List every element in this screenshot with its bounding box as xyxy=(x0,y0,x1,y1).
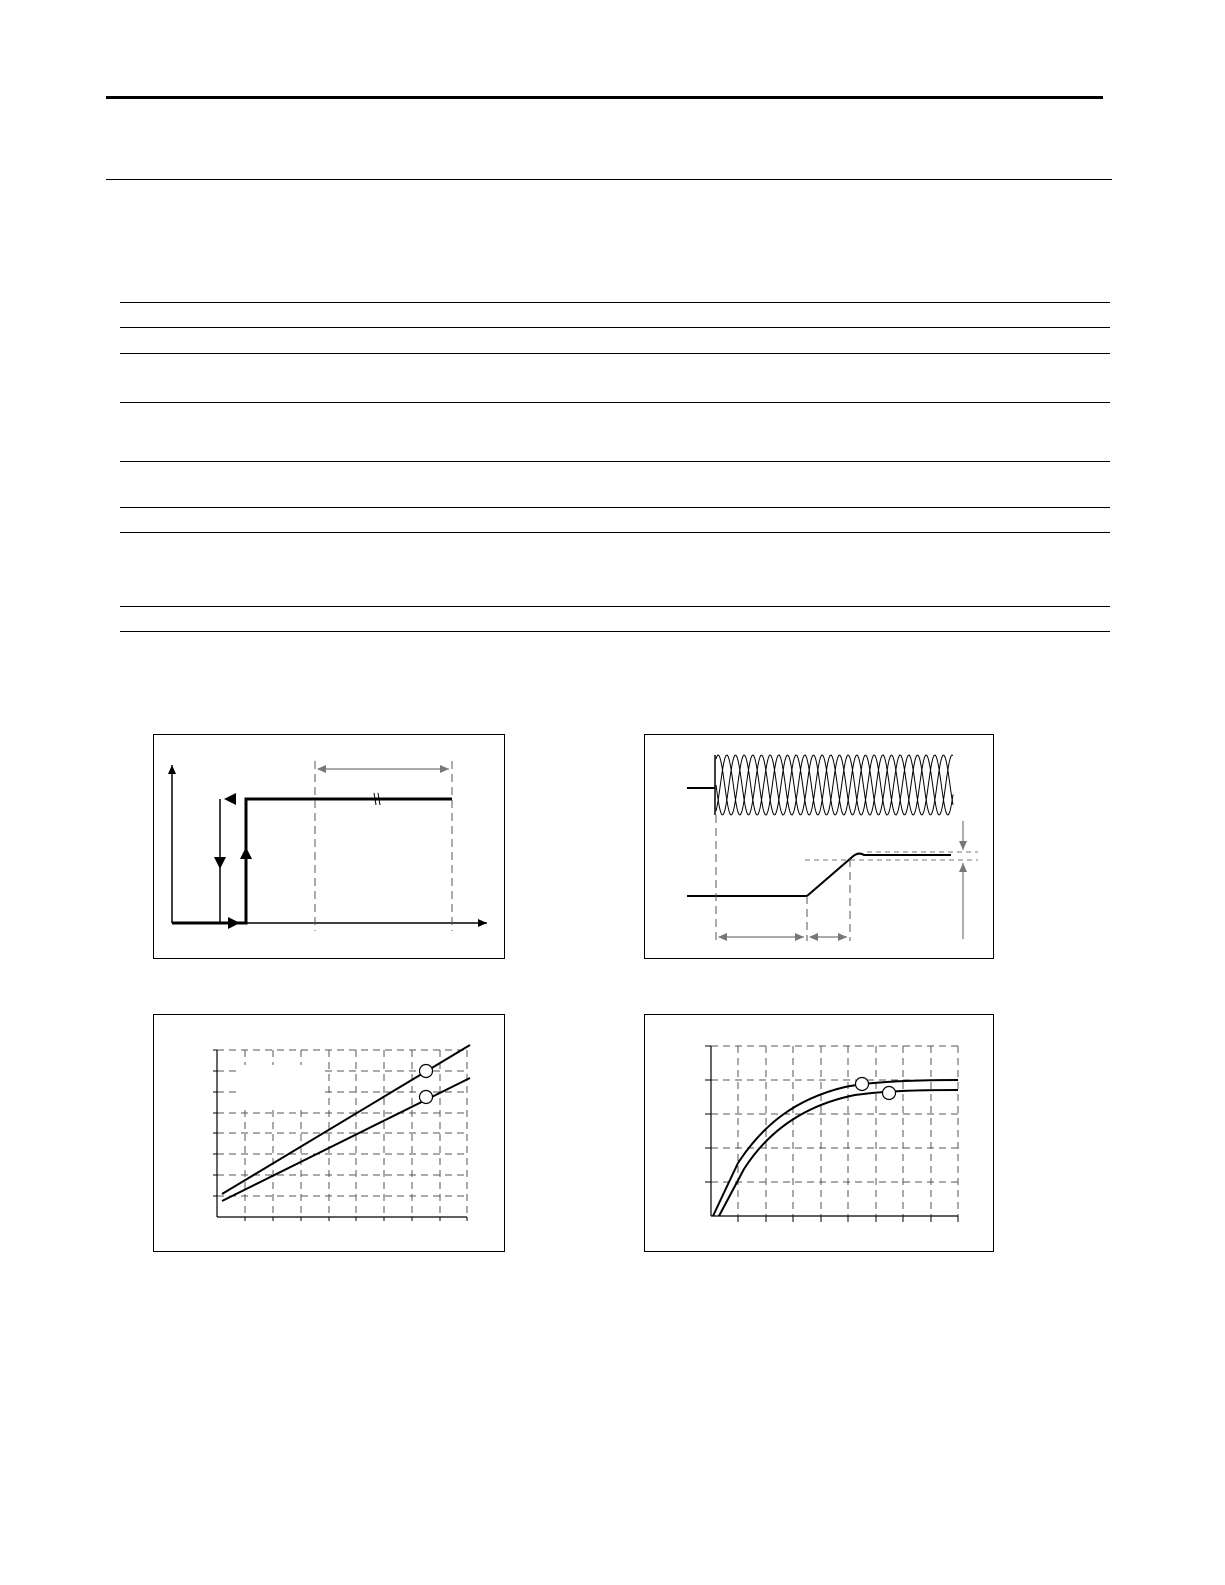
arrow-up-icon xyxy=(240,847,252,859)
header-bottom-rule xyxy=(106,179,1112,180)
linear-plot xyxy=(154,1015,506,1253)
table-rule xyxy=(120,327,1110,328)
hysteresis-diagram xyxy=(154,735,506,960)
table-rule xyxy=(120,461,1110,462)
legend-box xyxy=(236,1065,322,1105)
arrow-left-icon xyxy=(224,793,236,805)
figure-waveform xyxy=(644,734,994,959)
series-marker xyxy=(856,1078,869,1091)
series-marker xyxy=(883,1087,896,1100)
table-rule xyxy=(120,353,1110,354)
table-rule xyxy=(120,606,1110,607)
figure-hysteresis xyxy=(153,734,505,959)
saturation-plot xyxy=(645,1015,995,1253)
arrow-right-icon xyxy=(228,917,240,929)
header-top-rule xyxy=(106,96,1103,99)
series-marker xyxy=(420,1091,433,1104)
oscillation-wave xyxy=(716,755,953,815)
figure-linear-plot xyxy=(153,1014,505,1252)
hysteresis-path xyxy=(172,799,452,923)
waveform-diagram xyxy=(645,735,995,960)
table-rule xyxy=(120,631,1110,632)
figure-saturation-plot xyxy=(644,1014,994,1252)
table-rule xyxy=(120,507,1110,508)
table-rule xyxy=(120,532,1110,533)
arrow-down-icon xyxy=(214,857,226,869)
series-marker xyxy=(420,1065,433,1078)
series-curve xyxy=(719,1090,958,1216)
table-rule xyxy=(120,402,1110,403)
table-rule xyxy=(120,302,1110,303)
